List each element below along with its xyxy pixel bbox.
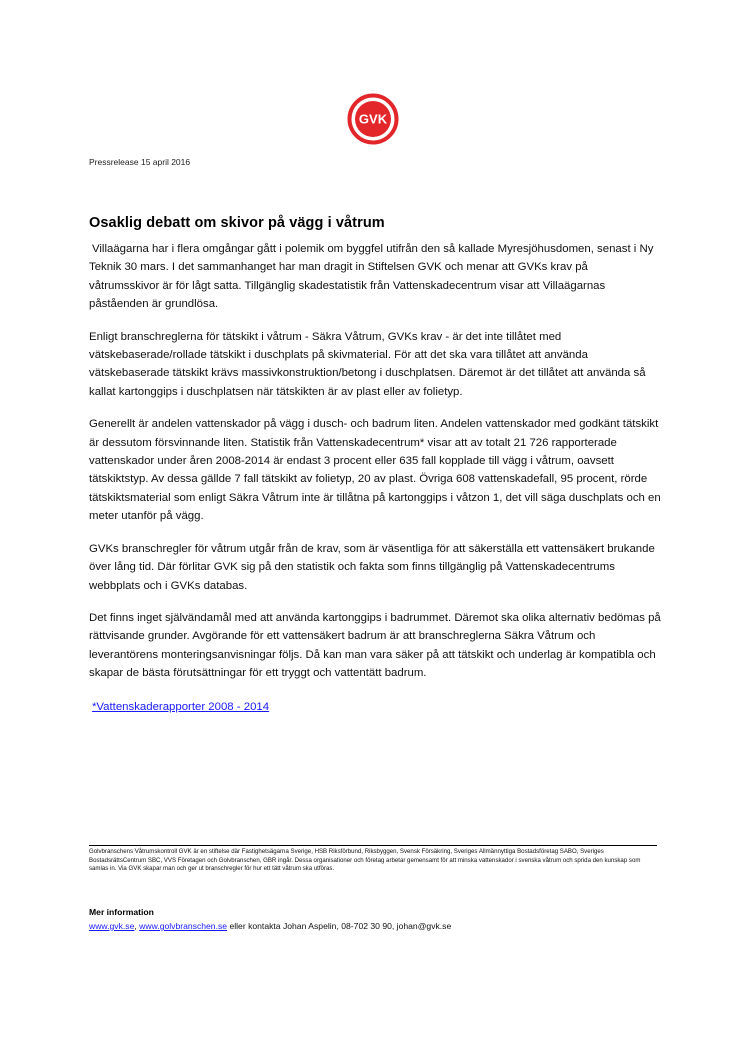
logo-text: GVK xyxy=(358,111,388,127)
gvk-logo xyxy=(347,93,399,145)
paragraph-3: Generellt är andelen vattenskador på vägg i dusch- och badrum liten. Andelen vattenskador med godkänt tätskikt är dessutom försvinnande liten. Statistik från Vattenskadecentrum* visar att av totalt 21 726 rapporterade vattenskador under åren 2008-2014 är endast 3 procent eller 635 fall kopplade till vägg i våtrum, oavsett tätskiktstyp. Av dessa gällde 7 fall tätskikt av folietyp, 20 av plast. Övriga 608 vattenskadefall, 95 procent, rörde tätskiktsmaterial som enligt Säkra Våtrum inte är tillåtna på kartonggips i våtzon 1, det vill säga duschplats och en meter utanför på vägg. xyxy=(89,418,661,523)
paragraph-1: Villaägarna har i flera omgångar gått i polemik om byggfel utifrån den så kallade Myresjöhusdomen, senast i Ny Teknik 30 mars. I det sammanhanget har man dragit in Stiftelsen GVK och menar att GVKs krav på våtrumsskivor är för lågt satta. Tillgänglig skadestatistik från Vattenskadecentrum visar att Villaägarnas påståenden är grundlösa. xyxy=(89,243,654,311)
headline: Osaklig debatt om skivor på vägg i våtrum xyxy=(89,215,385,231)
contact-text: eller kontakta Johan Aspelin, 08-702 30 90, johan@gvk.se xyxy=(227,921,452,931)
paragraph-4: GVKs branschregler för våtrum utgår från de krav, som är väsentliga för att säkerställa ett vattensäkert brukande över lång tid. Där förlitar GVK sig på den statistik och fakta som finns tillgänglig på Vattenskadecentrums webbplats och i GVKs databas. xyxy=(89,542,655,592)
footer-divider xyxy=(89,845,657,846)
dateline: Pressrelease 15 april 2016 xyxy=(89,157,191,167)
article-body xyxy=(89,240,661,715)
gvk-website-link[interactable]: www.gvk.se xyxy=(89,921,135,931)
more-info-heading: Mer information xyxy=(89,907,154,917)
paragraph-5: Det finns inget självändamål med att använda kartonggips i badrummet. Däremot ska olika alternativ bedömas på rättvisande grunder. Avgörande för ett vattensäkert badrum är att branschreglerna Säkra Våtrum och leverantörens monteringsanvisningar följs. Då kan man vara säker på att tätskikt och underlag är kompatibla och skapar de bästa förutsättningar för ett tryggt och vattentätt badrum. xyxy=(89,611,661,680)
paragraph-2: Enligt branschreglerna för tätskikt i våtrum - Säkra Våtrum, GVKs krav - är det inte tillåtet med vätskebaserade/rollade tätskikt i duschplats på skivmaterial. För att det ska vara tillåtet att använda vätskebaserade tätskikt krävs massivkonstruktion/betong i duschplatsen. Däremot är det tillåtet att använda så kallat kartonggips i duschplatsen när tätskikten är av plast eller av folietyp. xyxy=(89,330,646,398)
contact-line xyxy=(89,921,451,931)
footer-note: Golvbranschens Våtrumskontroll GVK är en stiftelse där Fastighetsägarna Sverige, HSB Riksförbund, Riksbyggen, Svensk Försäkring, Sveriges Allmännyttiga Bostadsföretag SABO, Sveriges BostadsrättsCentrum SBC, VVS Företagen och Golvbranschen, GBR ingår. Dessa organisationer och företag arbetar gemensamt för att minska vattenskador i svenska våtrum och sprida den kunskap som samlas in. Via GVK skapar man och ger ut branschregler för hur ett tätt våtrum ska utföras. xyxy=(89,848,641,873)
golvbranschen-website-link[interactable]: www.golvbranschen.se xyxy=(139,921,228,931)
water-damage-reports-link[interactable]: *Vattenskaderapporter 2008 - 2014 xyxy=(92,700,270,713)
link-separator: , xyxy=(134,921,140,931)
